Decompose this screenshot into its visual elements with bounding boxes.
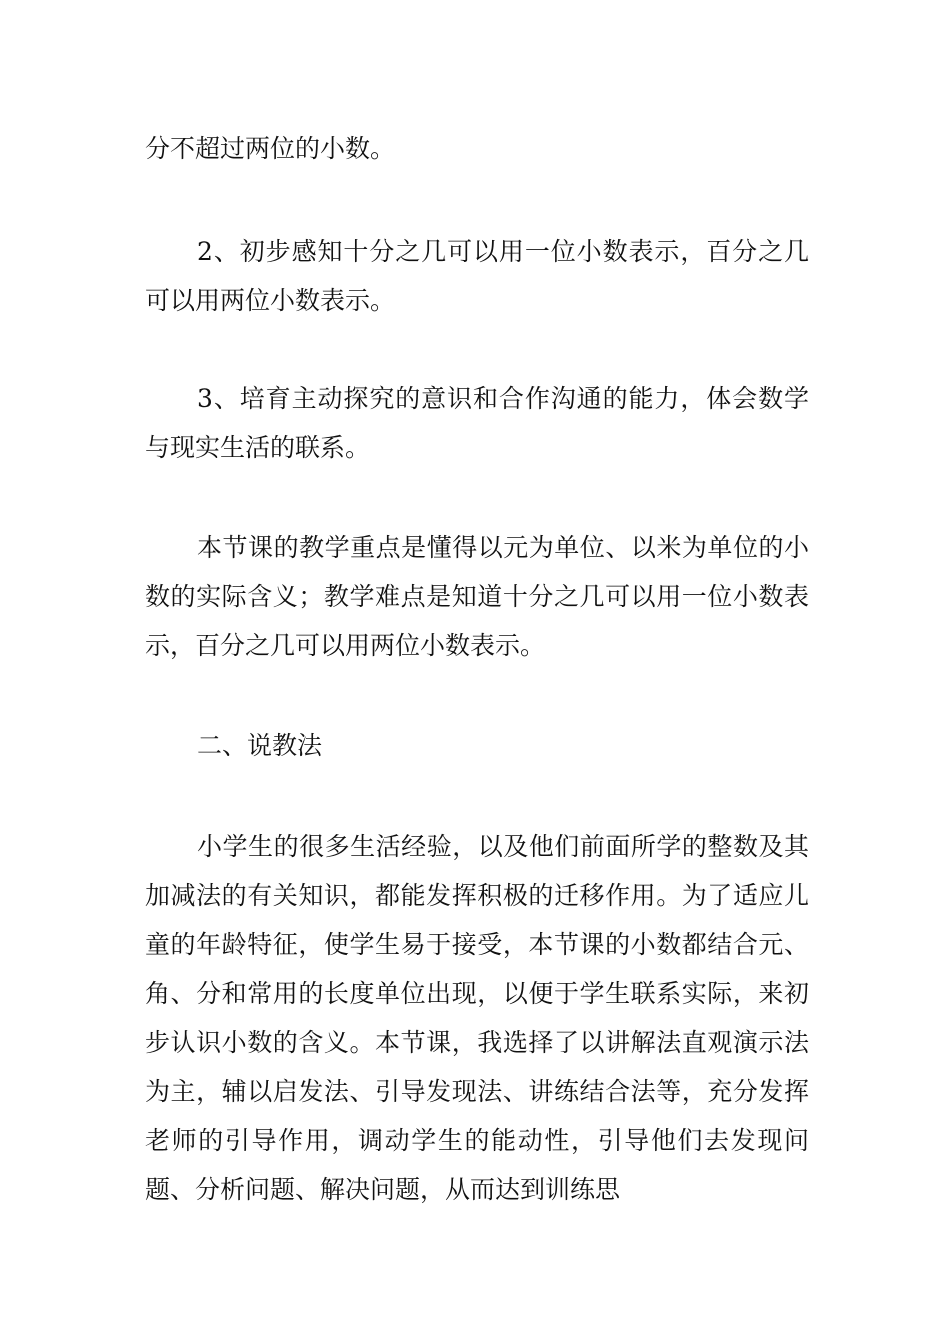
paragraph-continuation: 分不超过两位的小数。 — [145, 134, 396, 163]
paragraph-objective-2: 2、初步感知十分之几可以用一位小数表示，百分之几可以用两位小数表示。 — [145, 237, 809, 315]
paragraph-teaching-method: 小学生的很多生活经验，以及他们前面所学的整数及其加减法的有关知识，都能发挥积极的迁移作用。为了适应儿童的年龄特征，使学生易于接受，本节课的小数都结合元、角、分和常用的长度单位出现，以便于学生联系实际，来初步认识小数的含义。本节课，我选择了以讲解法直观演示法为主，辅以启发法、引导发现法、讲练结合法等，充分发挥老师的引导作用，调动学生的能动性，引导他们去发现问题、分析问题、解决问题，从而达到训练思 — [145, 832, 809, 1204]
paragraph-key-points: 本节课的教学重点是懂得以元为单位、以米为单位的小数的实际含义；教学难点是知道十分之几可以用一位小数表示，百分之几可以用两位小数表示。 — [145, 533, 809, 660]
section-heading-teaching-method: 二、说教法 — [197, 731, 323, 760]
paragraph-objective-3: 3、培育主动探究的意识和合作沟通的能力，体会数学与现实生活的联系。 — [145, 384, 809, 462]
